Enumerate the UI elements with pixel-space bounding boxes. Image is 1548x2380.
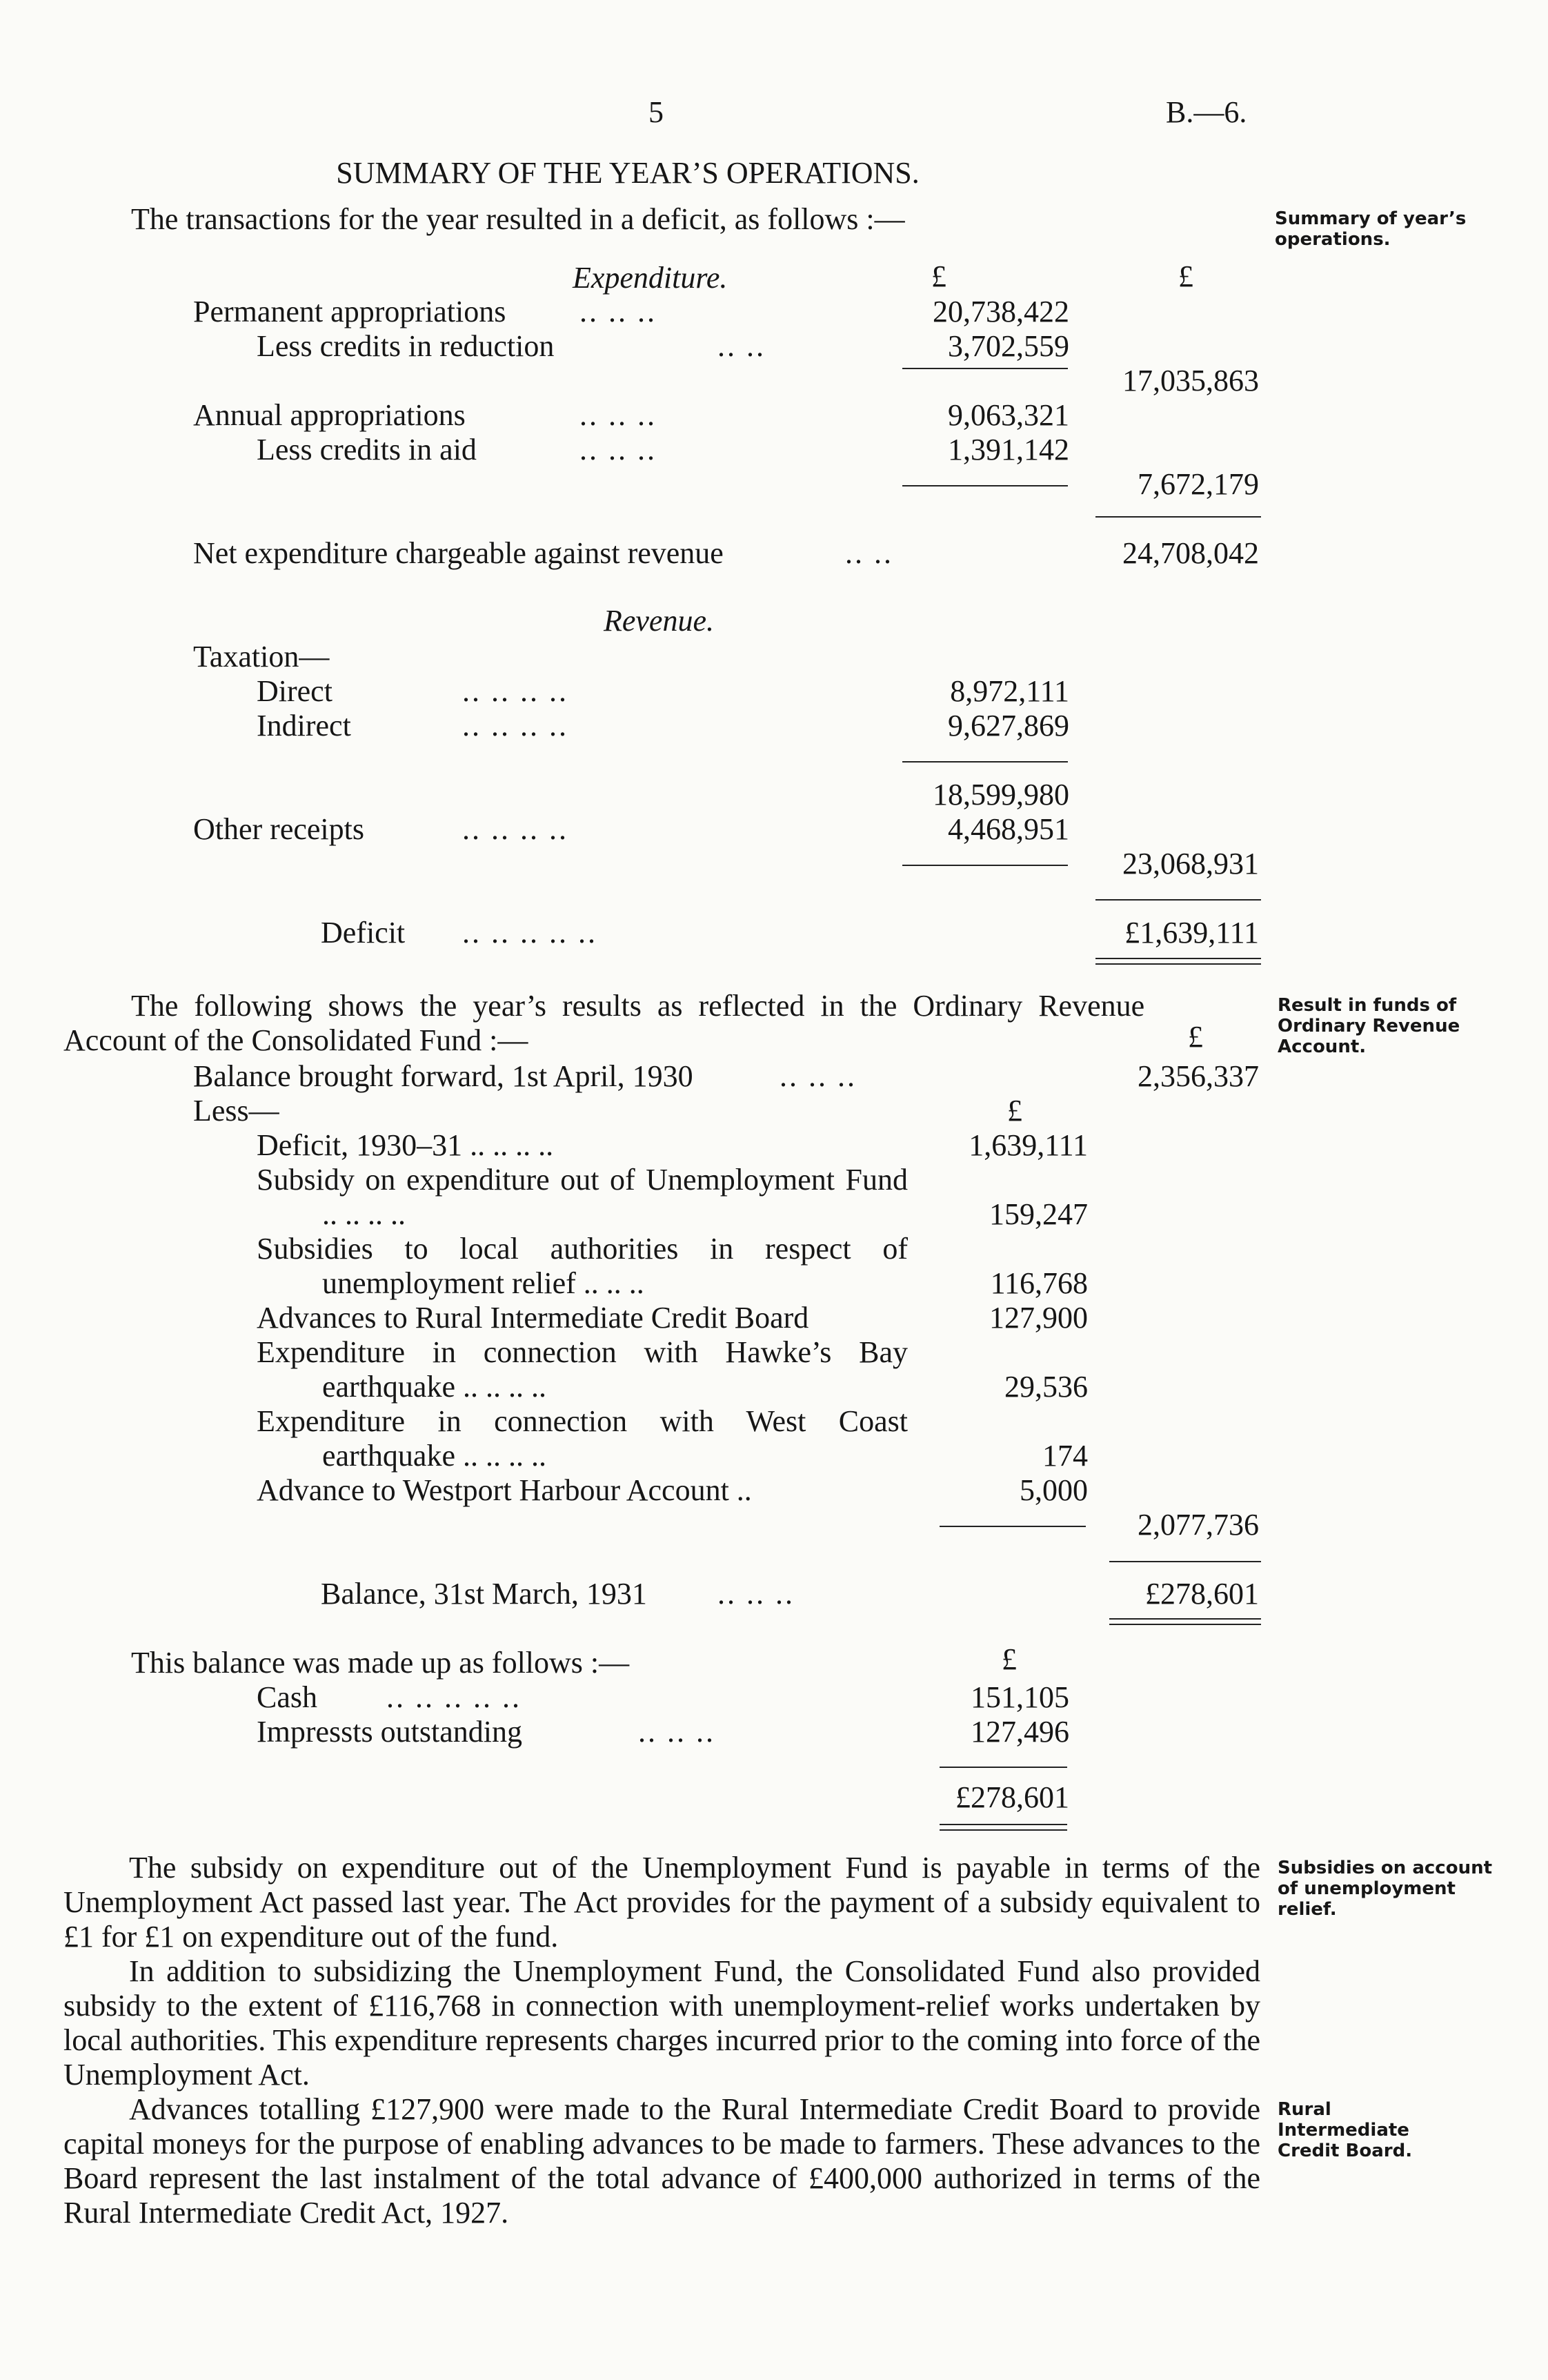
expenditure-label: Expenditure. (573, 261, 728, 295)
less-item-advances-rural: Advances to Rural Intermediate Credit Board (257, 1301, 809, 1335)
rule (902, 761, 1068, 763)
less-item-westport: Advance to Westport Harbour Account .. (257, 1473, 752, 1507)
less-item-west-coast-amount: 174 (1042, 1439, 1088, 1473)
ordinary-intro-line2: Account of the Consolidated Fund :— (63, 1023, 528, 1057)
deficit-total: £1,639,111 (1124, 916, 1259, 950)
double-rule (1109, 1624, 1261, 1625)
permanent-net-total: 17,035,863 (1122, 364, 1259, 397)
section-heading: SUMMARY OF THE YEAR’S OPERATIONS. (336, 156, 920, 190)
less-total: 2,077,736 (1138, 1508, 1259, 1542)
margin-note-rural: Rural Intermediate Credit Board. (1278, 2099, 1413, 2161)
unit-pound-items: £ (1007, 1094, 1022, 1128)
less-credits-reduction-amount: 3,702,559 (948, 329, 1069, 363)
cash-label: Cash (257, 1680, 317, 1714)
made-up-intro: This balance was made up as follows :— (131, 1646, 630, 1680)
other-receipts-amount: 4,468,951 (948, 812, 1069, 846)
less-item-westport-amount: 5,000 (1020, 1473, 1088, 1507)
double-rule (1095, 963, 1261, 965)
leader-dots: .. .. .. (579, 295, 657, 328)
direct-label: Direct (257, 674, 333, 708)
balance-end-label: Balance, 31st March, 1931 (321, 1577, 647, 1611)
double-rule (1095, 958, 1261, 959)
balance-forward-total: 2,356,337 (1138, 1059, 1259, 1093)
balance-end-total: £278,601 (1145, 1577, 1259, 1611)
direct-amount: 8,972,111 (950, 674, 1069, 708)
rule (940, 1767, 1067, 1768)
less-item-deficit: Deficit, 1930–31 .. .. .. .. (257, 1128, 554, 1162)
leader-dots: .. .. .. .. (462, 674, 568, 708)
balance-forward-label: Balance brought forward, 1st April, 1930 (193, 1059, 693, 1093)
less-item-hawkes-bay: Expenditure in connection with Hawke’s Bay earthquake .. .. .. .. (257, 1335, 908, 1404)
margin-note-result: Result in funds of Ordinary Revenue Account. (1278, 995, 1460, 1057)
paragraph-rural-credit: Advances totalling £127,900 were made to the Rural Intermediate Credit Board to provide capital moneys for the purpose of enabling advances to be made to farmers. These advances to the Board represent the last instalment of the total advance of £400,000 authorized in terms of the Rural Intermediate Credit Act, 1927. (63, 2092, 1260, 2230)
margin-note-summary: Summary of year’s operations. (1275, 208, 1467, 250)
paragraph-unemployment-subsidy: The subsidy on expenditure out of the Unemployment Fund is payable in terms of the Unemployment Act passed last year. The Act provides for the payment of a subsidy equivalent to £1 for £1 on expenditure out of the fund. (63, 1851, 1260, 1954)
net-expenditure-total: 24,708,042 (1122, 536, 1259, 570)
deficit-label: Deficit (321, 916, 406, 950)
leader-dots: .. .. (845, 536, 893, 570)
imprests-amount: 127,496 (971, 1715, 1069, 1749)
leader-dots: .. .. .. (579, 433, 657, 466)
less-item-advances-rural-amount: 127,900 (989, 1301, 1088, 1335)
unit-pound-col1: £ (931, 259, 946, 293)
annual-appropriations-label: Annual appropriations (193, 398, 466, 432)
double-rule (940, 1824, 1067, 1825)
unit-pound-total: £ (1188, 1020, 1203, 1054)
cash-amount: 151,105 (971, 1680, 1069, 1714)
annual-net-total: 7,672,179 (1138, 467, 1259, 501)
leader-dots: .. .. .. .. (462, 812, 568, 846)
unit-pound-made-up: £ (1002, 1642, 1017, 1676)
leader-dots: .. .. .. (579, 398, 657, 432)
unit-pound-col2: £ (1178, 259, 1193, 293)
imprests-label: Impressts outstanding (257, 1715, 522, 1749)
leader-dots: .. .. (717, 329, 766, 363)
rule (1095, 899, 1261, 901)
other-receipts-label: Other receipts (193, 812, 364, 846)
document-code: B.—6. (1166, 95, 1247, 129)
leader-dots: .. .. .. .. .. (462, 916, 597, 950)
double-rule (1109, 1618, 1261, 1620)
taxation-total: 18,599,980 (933, 778, 1069, 812)
net-expenditure-label: Net expenditure chargeable against revenue (193, 536, 724, 570)
less-credits-aid-amount: 1,391,142 (948, 433, 1069, 466)
ordinary-intro-line1: The following shows the year’s results as reflected in the Ordinary Revenue (131, 989, 1145, 1023)
page-number: 5 (648, 95, 664, 129)
paragraph-consolidated-fund: In addition to subsidizing the Unemployment Fund, the Consolidated Fund also provided subsidy to the extent of £116,768 in connection with unemployment-relief works undertaken by local authorities. This expenditure represents charges incurred prior to the coming into force of the Unemployment Act. (63, 1954, 1260, 2092)
less-item-subsidies-local: Subsidies to local authorities in respect of unemployment relief .. .. .. (257, 1232, 908, 1300)
revenue-label: Revenue. (604, 604, 714, 638)
less-item-subsidies-local-amount: 116,768 (990, 1266, 1088, 1300)
leader-dots: .. .. .. (780, 1059, 857, 1093)
made-up-total: £278,601 (955, 1780, 1069, 1814)
rule (1095, 516, 1261, 518)
body-text (63, 1851, 1260, 2230)
annual-appropriations-amount: 9,063,321 (948, 398, 1069, 432)
taxation-label: Taxation— (193, 640, 330, 673)
leader-dots: .. .. .. (638, 1715, 715, 1749)
leader-dots: .. .. .. .. .. (386, 1680, 522, 1714)
leader-dots: .. .. .. .. (462, 709, 568, 742)
less-item-deficit-amount: 1,639,111 (969, 1128, 1088, 1162)
permanent-appropriations-label: Permanent appropriations (193, 295, 506, 328)
less-item-subsidy-unemployment: Subsidy on expenditure out of Unemployment Fund .. .. .. .. (257, 1163, 908, 1231)
permanent-appropriations-amount: 20,738,422 (933, 295, 1069, 328)
less-credits-aid-label: Less credits in aid (257, 433, 477, 466)
rule (1109, 1561, 1261, 1562)
less-credits-reduction-label: Less credits in reduction (257, 329, 555, 363)
less-item-west-coast: Expenditure in connection with West Coast earthquake .. .. .. .. (257, 1404, 908, 1473)
revenue-total: 23,068,931 (1122, 847, 1259, 881)
less-item-hawkes-bay-amount: 29,536 (1004, 1370, 1088, 1404)
indirect-amount: 9,627,869 (948, 709, 1069, 742)
summary-intro: The transactions for the year resulted in a deficit, as follows :— (131, 202, 905, 236)
less-item-subsidy-unemployment-amount: 159,247 (989, 1197, 1088, 1231)
leader-dots: .. .. .. (717, 1577, 795, 1611)
double-rule (940, 1829, 1067, 1831)
less-label: Less— (193, 1094, 279, 1128)
indirect-label: Indirect (257, 709, 351, 742)
margin-note-unemployment: Subsidies on account of unemployment relief. (1278, 1858, 1493, 1920)
